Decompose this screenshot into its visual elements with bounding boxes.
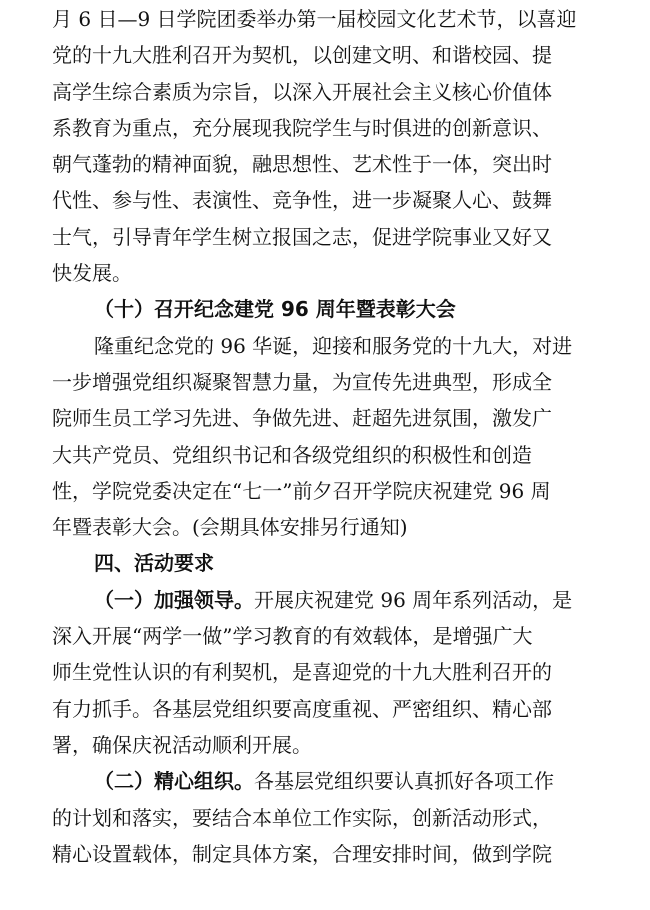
paragraph-line: 一步增强党组织凝聚智慧力量，为宣传先进典型，形成全 [52,369,552,394]
paragraph-line: 署，确保庆祝活动顺利开展。 [52,732,312,757]
requirement-title: （一）加强领导。 [94,587,254,612]
paragraph-line: 的计划和落实，要结合本单位工作实际，创新活动形式， [52,805,552,830]
paragraph-line: 月 6 日—9 日学院团委举办第一届校园文化艺术节，以喜迎 [52,7,577,31]
paragraph-line: 大共产党员、党组织书记和各级党组织的积极性和创造 [52,442,532,467]
paragraph-line: 代性、参与性、表演性、竞争性，进一步凝聚人心、鼓舞 [52,188,552,213]
paragraph-line: 精心设置载体，制定具体方案，合理安排时间，做到学院 [52,841,552,866]
paragraph-line: 有力抓手。各基层党组织要高度重视、严密组织、精心部 [52,696,552,721]
requirement-text: 各基层党组织要认真抓好各项工作 [254,769,554,794]
document-page [52,0,592,872]
paragraph-line: 党的十九大胜利召开为契机，以创建文明、和谐校园、提 [52,43,552,68]
paragraph-line: 年暨表彰大会。(会期具体安排另行通知) [52,515,408,540]
requirement-text: 开展庆祝建党 96 周年系列活动，是 [254,587,573,612]
section-heading-10: （十）召开纪念建党 96 周年暨表彰大会 [94,297,456,322]
paragraph-line: 性，学院党委决定在“七一”前夕召开学院庆祝建党 96 周 [52,478,551,503]
paragraph-line: 隆重纪念党的 96 华诞，迎接和服务党的十九大，对进 [94,333,573,358]
paragraph-line: 院师生员工学习先进、争做先进、赶超先进氛围，激发广 [52,406,552,431]
paragraph-line: 快发展。 [52,261,132,286]
paragraph-line: 高学生综合素质为宗旨，以深入开展社会主义核心价值体 [52,79,552,104]
paragraph-line: 士气，引导青年学生树立报国之志，促进学院事业又好又 [52,224,552,249]
paragraph-line: 师生党性认识的有利契机，是喜迎党的十九大胜利召开的 [52,660,552,685]
section-heading-4: 四、活动要求 [94,551,214,576]
requirement-1-first-line [52,582,592,618]
paragraph-line: 系教育为重点，充分展现我院学生与时俱进的创新意识、 [52,115,552,140]
requirement-2-first-line [52,763,592,799]
paragraph-line: 深入开展“两学一做”学习教育的有效载体，是增强广大 [52,624,533,649]
paragraph-line: 朝气蓬勃的精神面貌，融思想性、艺术性于一体，突出时 [52,152,552,177]
requirement-title: （二）精心组织。 [94,769,254,794]
